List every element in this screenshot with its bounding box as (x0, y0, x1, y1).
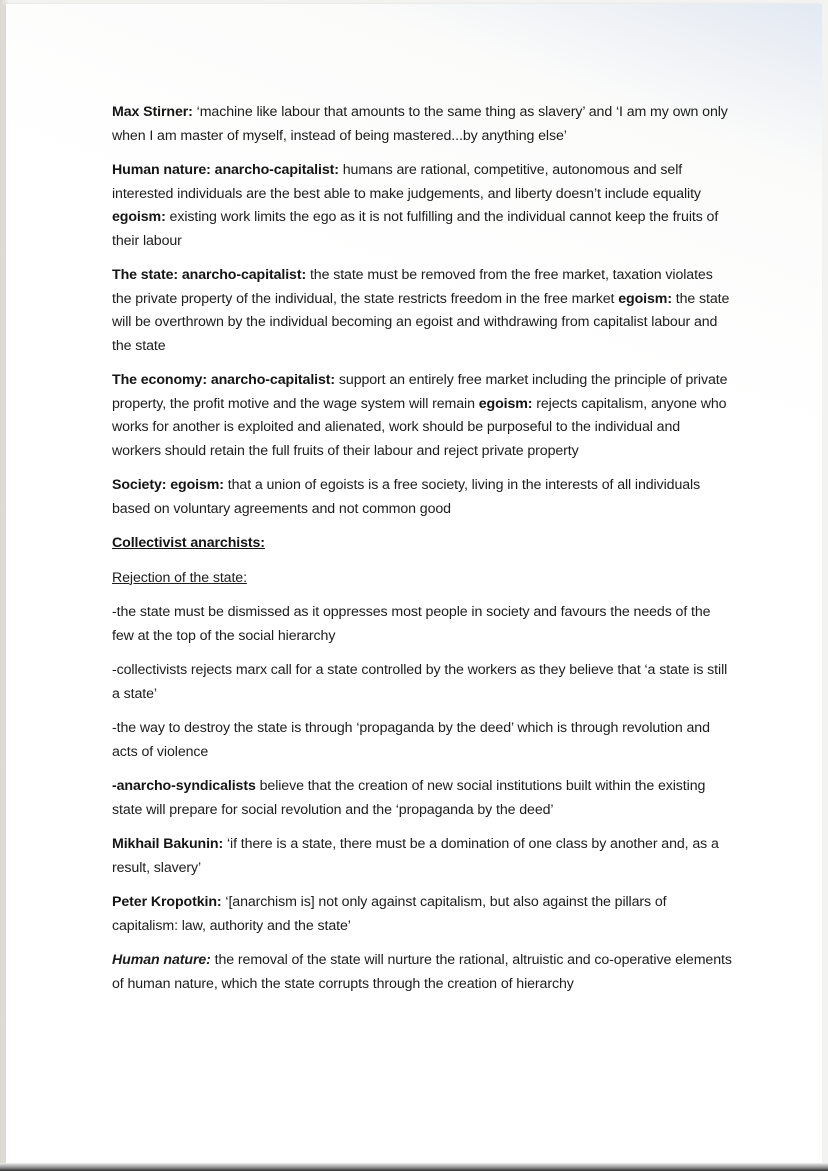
rejection-point-1: -the state must be dismissed as it oppresses most people in society and favours the needs of the few at the top of the social hierarchy (112, 604, 711, 644)
bakunin-text: ‘if there is a state, there must be a domination of one class by another and, as a result, slavery’ (112, 836, 719, 876)
kropotkin-text: ‘[anarchism is] not only against capitalism, but also against the pillars of capitalism: law, authority and the state’ (112, 894, 667, 934)
collectivist-heading (112, 532, 732, 556)
economy-ind-label2: egoism: (478, 395, 533, 412)
rejection-point-3: -the way to destroy the state is through ‘propaganda by the deed’ which is through revolution and acts of violence (112, 720, 710, 760)
rejection-point-4 (112, 775, 732, 822)
society-ind-text: that a union of egoists is a free society, living in the interests of all individuals based on voluntary agreements and not common good (112, 477, 701, 517)
collectivist-human-nature (112, 949, 732, 996)
syndicalists-text: believe that the creation of new social institutions built within the existing state will prepare for social revolution and the ‘propaganda by the deed’ (112, 778, 706, 818)
state-ind-text2: the state will be overthrown by the individual becoming an egoist and withdrawing from capitalist labour and the state (112, 290, 730, 354)
stirner-label: Max Stirner: (112, 104, 193, 120)
collectivist-heading-text: Collectivist anarchists: (112, 535, 265, 551)
stirner-text: ‘machine like labour that amounts to the same thing as slavery’ and ‘I am my own only when I am master of myself, instead of being mastered...by anything else’ (112, 104, 728, 144)
individualist-human-nature (112, 159, 732, 253)
individualist-society (112, 474, 732, 521)
scan-bottom-edge (0, 1163, 828, 1171)
society-ind-label: Society: egoism: (112, 477, 224, 493)
state-ind-label: The state: anarcho-capitalist: (112, 267, 307, 283)
document-body (112, 101, 732, 1007)
human-nature-ind-label: Human nature: anarcho-capitalist: (112, 162, 339, 178)
state-ind-label2: egoism: (618, 290, 672, 307)
human-nature-ind-label2: egoism: (112, 209, 166, 225)
kropotkin-label: Peter Kropotkin: (112, 894, 222, 910)
human-nature-ind-text2: existing work limits the ego as it is not fulfilling and the individual cannot keep the fruits of their labour (112, 209, 719, 249)
individualist-state (112, 264, 732, 358)
rejection-heading-text: Rejection of the state: (112, 569, 247, 586)
human-nature-col-text: the removal of the state will nurture the rational, altruistic and co-operative elements of human nature, which the state corrupts through the creation of hierarchy (112, 952, 732, 992)
economy-ind-label: The economy: anarcho-capitalist: (112, 372, 336, 388)
economy-ind-text2: rejects capitalism, anyone who works for another is exploited and alienated, work should be purposeful to the individual and workers should retain the full fruits of their labour and reject private property (112, 395, 727, 459)
bakunin-label: Mikhail Bakunin: (112, 836, 224, 852)
kropotkin-quote (112, 891, 732, 938)
individualist-economy (112, 369, 732, 463)
rejection-point-2: -collectivists rejects marx call for a state controlled by the workers as they believe that ‘a state is still a state’ (112, 662, 728, 702)
bakunin-quote (112, 833, 732, 880)
human-nature-col-label: Human nature: (112, 952, 211, 968)
syndicalists-label: -anarcho-syndicalists (112, 778, 256, 794)
state-ind-text1: the state must be removed from the free market, taxation violates the private property of the individual, the state restricts freedom in the free market (112, 267, 713, 307)
economy-ind-text1: support an entirely free market including the principle of private property, the profit motive and the wage system will remain (112, 372, 728, 412)
human-nature-ind-text1: humans are rational, competitive, autonomous and self interested individuals are the best able to make judgements, and liberty doesn’t include equality (112, 162, 701, 202)
rejection-heading (112, 567, 732, 591)
stirner-quote (112, 101, 732, 148)
